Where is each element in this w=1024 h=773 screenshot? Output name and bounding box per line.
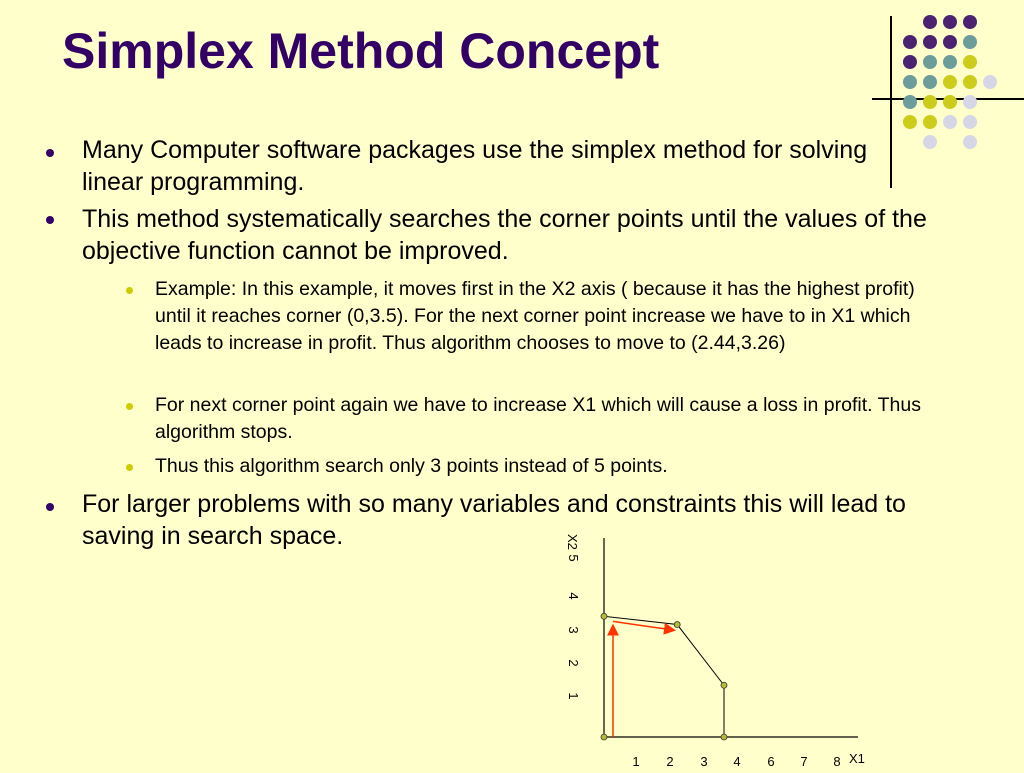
decorative-dot bbox=[963, 15, 977, 29]
corner-point bbox=[674, 622, 680, 628]
sub-bullet-marker bbox=[126, 403, 133, 410]
decorative-dot bbox=[903, 75, 917, 89]
sub-bullet-item: For next corner point again we have to increase X1 which will cause a loss in profit. Thus algorithm stops. bbox=[155, 394, 921, 443]
decorative-dot bbox=[943, 95, 957, 109]
x-tick-label: 7 bbox=[800, 754, 808, 768]
decorative-dot bbox=[943, 15, 957, 29]
decorative-dot bbox=[903, 55, 917, 69]
decorative-dot bbox=[943, 55, 957, 69]
bullet-item: This method systematically searches the corner points until the values of the objective function cannot be improved. bbox=[82, 205, 927, 265]
corner-point bbox=[721, 682, 727, 688]
sub-bullet-marker bbox=[126, 464, 133, 471]
sub-bullet-item: Example: In this example, it moves first in the X2 axis ( because it has the highest profit) until it reaches corner (0,3.5). For the next corner point increase we have to in X1 which leads to increase in profit. Thus algorithm chooses to move to (2.44,3.26) bbox=[155, 278, 915, 354]
slide-title: Simplex Method Concept bbox=[62, 23, 660, 79]
y-axis-label: X2 bbox=[565, 534, 580, 550]
bullet-marker bbox=[46, 216, 54, 224]
decorative-dot bbox=[963, 55, 977, 69]
decorative-dot bbox=[963, 35, 977, 49]
decorative-dot bbox=[923, 15, 937, 29]
corner-point bbox=[601, 734, 607, 740]
decorative-dot bbox=[963, 95, 977, 109]
y-tick-label: 2 bbox=[566, 659, 581, 667]
y-tick-label: 3 bbox=[566, 626, 581, 634]
decorative-dot bbox=[983, 75, 997, 89]
x-tick-label: 3 bbox=[700, 754, 708, 768]
y-tick-label: 4 bbox=[566, 592, 581, 600]
feasible-region-chart bbox=[540, 520, 880, 768]
x-tick-label: 1 bbox=[632, 754, 640, 768]
corner-point bbox=[601, 613, 607, 619]
decorative-dot bbox=[903, 95, 917, 109]
decorative-dot bbox=[923, 115, 937, 129]
decorative-dot bbox=[943, 115, 957, 129]
bullet-marker bbox=[46, 503, 54, 511]
decorative-dot bbox=[963, 135, 977, 149]
x-tick-label: 4 bbox=[733, 754, 741, 768]
bullet-marker bbox=[46, 149, 54, 157]
decorative-dot bbox=[963, 115, 977, 129]
sub-bullet-marker bbox=[126, 287, 133, 294]
x-tick-label: 6 bbox=[767, 754, 775, 768]
y-tick-label: 5 bbox=[566, 554, 581, 562]
bullet-item: For larger problems with so many variables and constraints this will lead to saving in search space. bbox=[82, 490, 906, 550]
feasible-region-boundary bbox=[604, 616, 724, 737]
x-axis-label: X1 bbox=[849, 751, 865, 766]
x-tick-label: 2 bbox=[666, 754, 674, 768]
decorative-dot bbox=[903, 35, 917, 49]
decorative-dot bbox=[943, 35, 957, 49]
decorative-dot bbox=[923, 75, 937, 89]
bullet-item: Many Computer software packages use the simplex method for solving linear programming. bbox=[82, 136, 868, 196]
decorative-dot bbox=[903, 115, 917, 129]
x-tick-label: 8 bbox=[833, 754, 841, 768]
chart-svg bbox=[540, 520, 880, 768]
decorative-dot bbox=[923, 35, 937, 49]
corner-point bbox=[721, 734, 727, 740]
decorative-dot bbox=[923, 95, 937, 109]
decorative-dot bbox=[943, 75, 957, 89]
decorative-dot bbox=[923, 55, 937, 69]
sub-bullet-item: Thus this algorithm search only 3 points instead of 5 points. bbox=[155, 455, 668, 477]
y-tick-label: 1 bbox=[566, 692, 581, 700]
decorative-dot bbox=[963, 75, 977, 89]
